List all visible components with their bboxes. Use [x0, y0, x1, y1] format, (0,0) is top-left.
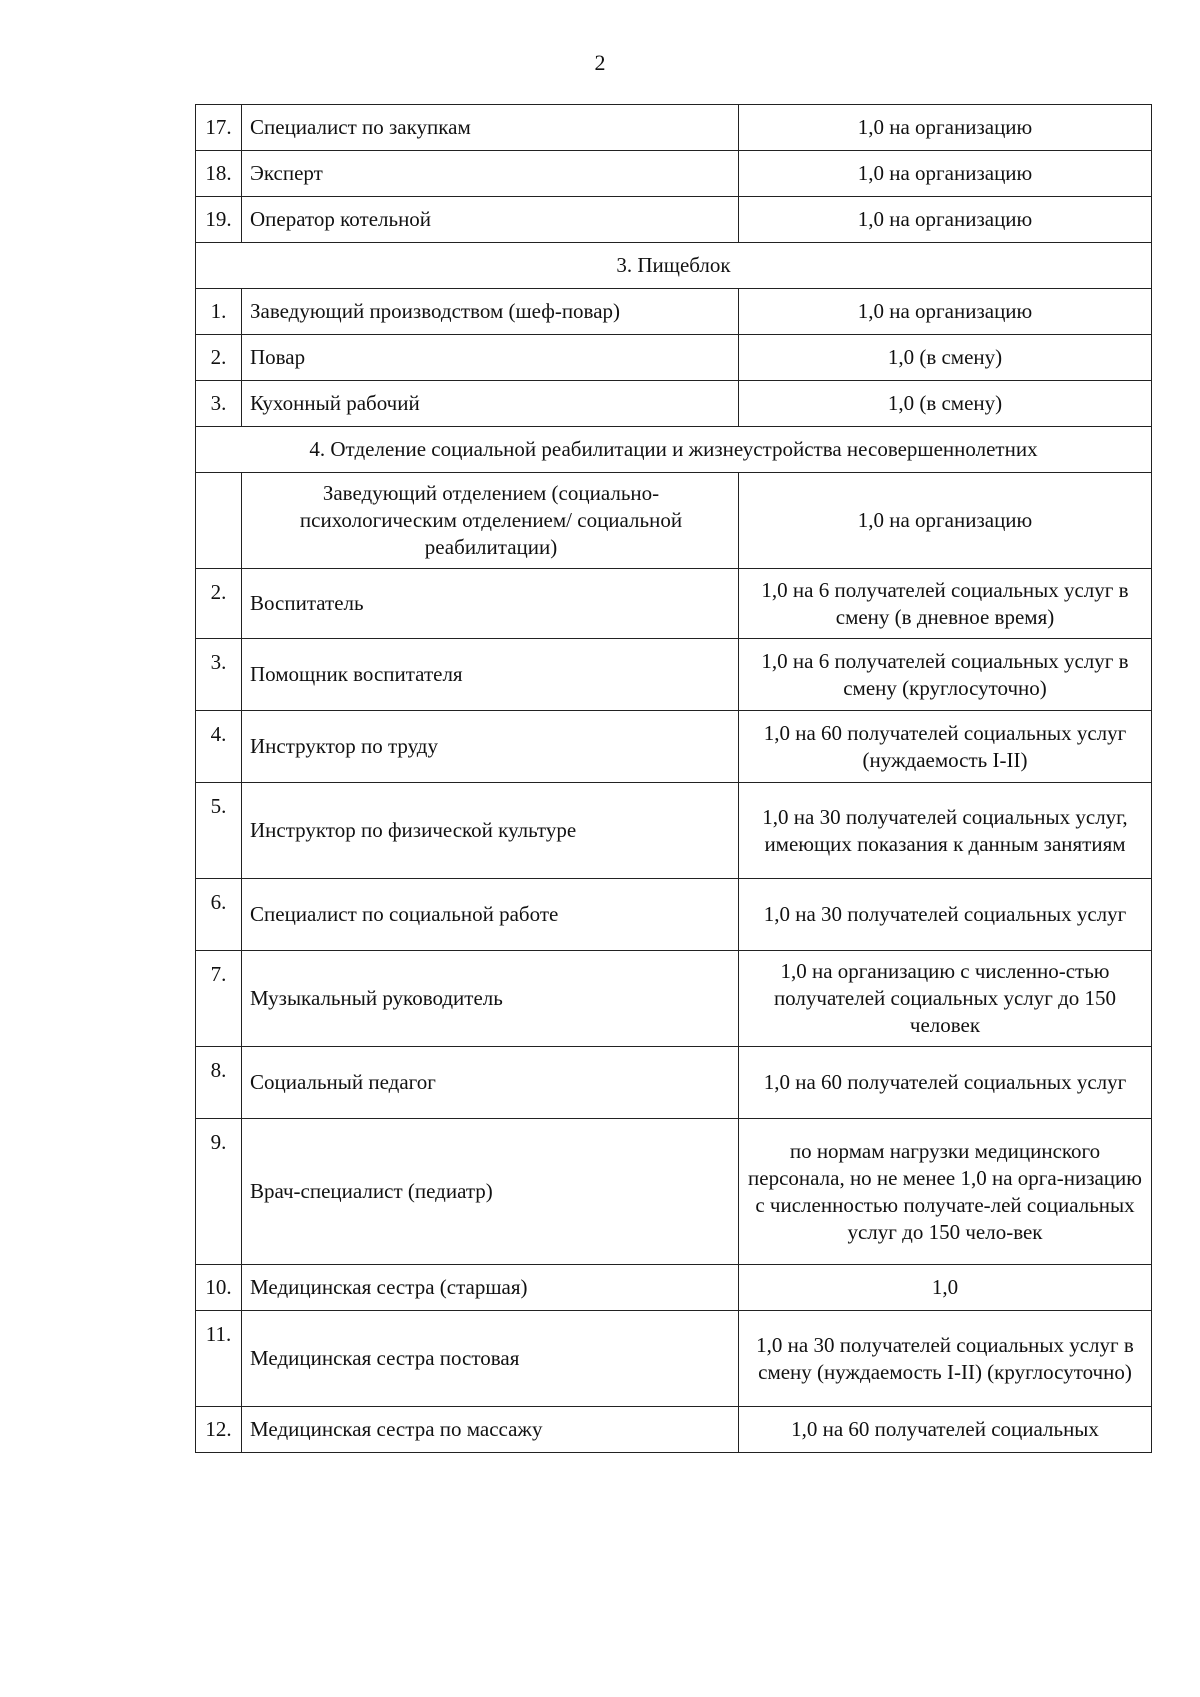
table-row: [196, 951, 1152, 1047]
position-title: Повар: [242, 335, 739, 381]
staffing-norm: 1,0 на 6 получателей социальных услуг в смену (круглосуточно): [739, 639, 1152, 711]
row-number: 12.: [196, 1407, 242, 1453]
row-number: 18.: [196, 151, 242, 197]
staffing-norm: 1,0 на 60 получателей социальных услуг: [739, 1047, 1152, 1119]
section-header-row: [196, 243, 1152, 289]
position-title: Медицинская сестра (старшая): [242, 1265, 739, 1311]
position-title: Заведующий отделением (социально-психологическим отделением/ социальной реабилитации): [242, 473, 739, 569]
position-title: Кухонный рабочий: [242, 381, 739, 427]
table-row: [196, 1265, 1152, 1311]
table-row: [196, 381, 1152, 427]
staffing-norm: 1,0 на организацию: [739, 105, 1152, 151]
position-title: Медицинская сестра по массажу: [242, 1407, 739, 1453]
table-row: [196, 1407, 1152, 1453]
page-number: 2: [594, 50, 606, 75]
staffing-norm: 1,0 на организацию с численно-стью получателей социальных услуг до 150 человек: [739, 951, 1152, 1047]
table-row: [196, 473, 1152, 569]
row-number: 3.: [196, 381, 242, 427]
staffing-norm: 1,0 на 6 получателей социальных услуг в смену (в дневное время): [739, 569, 1152, 639]
table-row: [196, 1311, 1152, 1407]
table-row: [196, 197, 1152, 243]
staffing-norm: 1,0 на организацию: [739, 151, 1152, 197]
staffing-norm: 1,0 на 30 получателей социальных услуг: [739, 879, 1152, 951]
table-row: [196, 783, 1152, 879]
table-row: [196, 1047, 1152, 1119]
row-number: [196, 473, 242, 569]
table-row: [196, 1119, 1152, 1265]
table-row: [196, 639, 1152, 711]
position-title: Музыкальный руководитель: [242, 951, 739, 1047]
table-row: [196, 105, 1152, 151]
position-title: Инструктор по труду: [242, 711, 739, 783]
staffing-norm: 1,0 (в смену): [739, 335, 1152, 381]
table-row: [196, 335, 1152, 381]
table-row: [196, 879, 1152, 951]
section-header-row: [196, 427, 1152, 473]
row-number: 7.: [196, 951, 242, 1047]
staffing-norm: 1,0 на 60 получателей социальных услуг (нуждаемость I-II): [739, 711, 1152, 783]
staffing-norm: 1,0: [739, 1265, 1152, 1311]
table-row: [196, 151, 1152, 197]
row-number: 3.: [196, 639, 242, 711]
position-title: Помощник воспитателя: [242, 639, 739, 711]
table-row: [196, 569, 1152, 639]
table-row: [196, 289, 1152, 335]
position-title: Специалист по социальной работе: [242, 879, 739, 951]
row-number: 11.: [196, 1311, 242, 1407]
row-number: 17.: [196, 105, 242, 151]
position-title: Эксперт: [242, 151, 739, 197]
staffing-table: [195, 104, 1152, 1453]
row-number: 2.: [196, 335, 242, 381]
staffing-norm: 1,0 (в смену): [739, 381, 1152, 427]
staffing-norm: 1,0 на 30 получателей социальных услуг в смену (нуждаемость I-II) (круглосуточно): [739, 1311, 1152, 1407]
row-number: 8.: [196, 1047, 242, 1119]
table-row: [196, 711, 1152, 783]
row-number: 6.: [196, 879, 242, 951]
position-title: Инструктор по физической культуре: [242, 783, 739, 879]
row-number: 2.: [196, 569, 242, 639]
staffing-table-body: [196, 105, 1152, 1453]
position-title: Заведующий производством (шеф-повар): [242, 289, 739, 335]
section-title: 3. Пищеблок: [196, 243, 1152, 289]
row-number: 10.: [196, 1265, 242, 1311]
position-title: Воспитатель: [242, 569, 739, 639]
staffing-norm: 1,0 на организацию: [739, 197, 1152, 243]
position-title: Врач-специалист (педиатр): [242, 1119, 739, 1265]
position-title: Социальный педагог: [242, 1047, 739, 1119]
staffing-norm: 1,0 на организацию: [739, 473, 1152, 569]
row-number: 9.: [196, 1119, 242, 1265]
row-number: 19.: [196, 197, 242, 243]
section-title: 4. Отделение социальной реабилитации и жизнеустройства несовершеннолетних: [196, 427, 1152, 473]
staffing-norm: 1,0 на 30 получателей социальных услуг, имеющих показания к данным занятиям: [739, 783, 1152, 879]
staffing-norm: 1,0 на 60 получателей социальных: [739, 1407, 1152, 1453]
row-number: 4.: [196, 711, 242, 783]
position-title: Медицинская сестра постовая: [242, 1311, 739, 1407]
staffing-norm: по нормам нагрузки медицинского персонала, но не менее 1,0 на орга-низацию с численностью получате-лей социальных услуг до 150 чело-век: [739, 1119, 1152, 1265]
row-number: 5.: [196, 783, 242, 879]
staffing-norm: 1,0 на организацию: [739, 289, 1152, 335]
row-number: 1.: [196, 289, 242, 335]
position-title: Оператор котельной: [242, 197, 739, 243]
position-title: Специалист по закупкам: [242, 105, 739, 151]
